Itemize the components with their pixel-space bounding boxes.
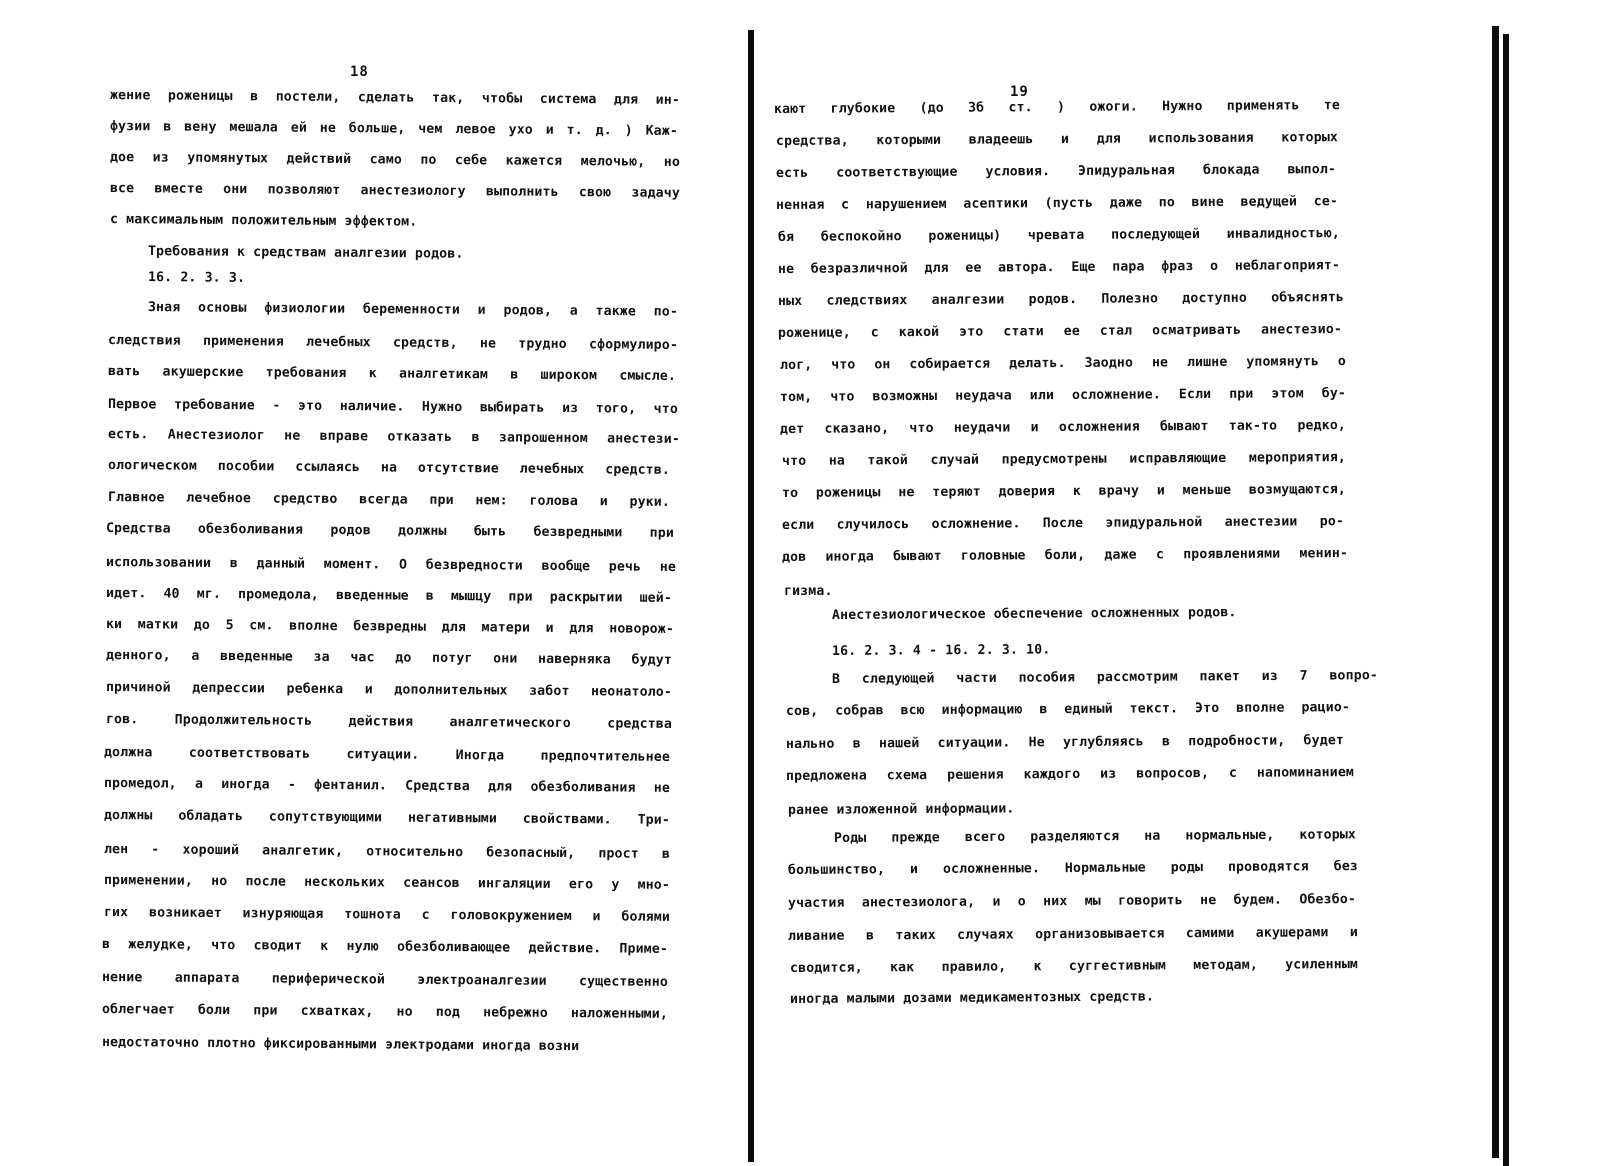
- text-line: то роженицы не теряют доверия к врачу и меньше возмущаются,: [781, 482, 1347, 501]
- text-line: денного, а введенные за час до потуг они наверняка будут: [105, 648, 673, 668]
- text-line: все вместе они позволяют анестезиологу выполнить свою задачу: [109, 181, 681, 201]
- text-line: лог, что он собирается делать. Заодно не лишне упомянуть о: [779, 354, 1347, 373]
- text-line: есть. Анестезиолог не вправе отказать в запрошенном анестези-: [107, 427, 681, 447]
- text-line: с максимальным положительным эффектом.: [109, 212, 418, 230]
- text-line: нение аппарата периферической электроаналгезии существенно: [101, 970, 669, 990]
- text-line: 16. 2. 3. 4 - 16. 2. 3. 10.: [831, 642, 1051, 659]
- page-edge-line: [1492, 26, 1499, 1158]
- text-line: участия анестезиолога, и о них мы говорить не будем. Обезбо-: [787, 892, 1357, 911]
- text-line: есть соответствующие условия. Эпидуральная блокада выпол-: [775, 162, 1337, 181]
- text-line: дет сказано, что неудачи и осложнения бывают так-то редко,: [779, 418, 1347, 437]
- text-line: Средства обезболивания родов должны быть безвредными при: [105, 521, 675, 541]
- text-line: применении, но после нескольких сеансов ингаляции его у мно-: [103, 873, 671, 893]
- text-line: гих возникает изнуряющая тошнота с головокружением и болями: [103, 905, 671, 925]
- text-line: ных следствиях аналгезии родов. Полезно доступно объяснять: [777, 290, 1345, 309]
- text-line: кают глубокие (до 3б ст. ) ожоги. Нужно применять те: [773, 98, 1341, 117]
- text-line: вать акушерские требования к аналгетикам в широком смысле.: [107, 364, 677, 384]
- page-edge-line: [1503, 34, 1509, 1166]
- text-line: Главное лечебное средство всегда при нем: голова и руки.: [107, 490, 671, 510]
- page-number: 18: [350, 64, 369, 80]
- text-line: недостаточно плотно фиксированными электродами иногда возни: [101, 1035, 580, 1055]
- text-line: причиной депрессии ребенка и дополнительных забот неонатоло-: [105, 680, 673, 700]
- text-line: что на такой случай предусмотрены исправляющие мероприятия,: [781, 450, 1347, 469]
- text-line: ки матки до 5 см. вполне безвредны для матери и для новорож-: [105, 617, 675, 637]
- text-line: Зная основы физиологии беременности и родов, а также по-: [147, 300, 679, 320]
- text-line: том, что возможны неудача или осложнение. Если при этом бу-: [779, 386, 1347, 405]
- text-line: 16. 2. 3. 3.: [147, 270, 246, 286]
- text-line: использовании в данный момент. О безвредности вообще речь не: [105, 555, 677, 575]
- text-line: иногда малыми дозами медикаментозных средств.: [789, 989, 1155, 1007]
- text-line: Анестезиологическое обеспечение осложненных родов.: [831, 605, 1237, 623]
- text-line: промедол, а иногда - фентанил. Средства для обезболивания не: [103, 776, 671, 796]
- text-line: облегчает боли при схватках, но под небрежно наложенными,: [101, 1002, 669, 1022]
- text-line: ненная с нарушением асептики (пусть даже по вине ведущей се-: [775, 194, 1339, 213]
- text-line: в желудке, что сводит к нулю обезболивающее действие. Приме-: [101, 937, 669, 957]
- text-line: Первое требование - это наличие. Нужно выбирать из того, что: [107, 397, 679, 417]
- text-line: Требования к средствам аналгезии родов.: [147, 244, 464, 262]
- text-line: лен - хороший аналгетик, относительно безопасный, прост в: [103, 842, 671, 862]
- text-line: Роды прежде всего разделяются на нормальные, которых: [833, 827, 1357, 846]
- text-line: гов. Продолжительность действия аналгетического средства: [105, 712, 673, 732]
- page-number: 19: [1010, 84, 1029, 100]
- text-line: роженице, с какой это стати ее стал осматривать анестезио-: [777, 322, 1343, 341]
- text-line: нально в нашей ситуации. Не углубляясь в подробности, будет: [785, 733, 1345, 752]
- text-line: В следующей части пособия рассмотрим пакет из 7 вопро-: [831, 668, 1379, 687]
- text-line: дов иногда бывают головные боли, даже с проявлениями менин-: [781, 546, 1349, 565]
- text-line: если случилось осложнение. После эпидуральной анестезии ро-: [781, 514, 1345, 533]
- text-line: жение роженицы в постели, сделать так, чтобы система для ин-: [109, 88, 681, 108]
- text-line: средства, которыми владеешь и для использования которых: [775, 130, 1339, 149]
- text-line: следствия применения лечебных средств, не трудно сформулиро-: [107, 333, 679, 353]
- text-line: должны обладать сопутствующими негативными свойствами. Три-: [103, 808, 671, 828]
- text-line: дое из упомянутых действий само по себе кажется мелочью, но: [109, 150, 681, 170]
- text-line: не безразличной для ее автора. Еще пара фраз о неблагоприят-: [777, 258, 1341, 277]
- text-line: гизма.: [784, 584, 833, 599]
- text-line: сводится, как правило, к суггестивным методам, усиленным: [789, 957, 1359, 976]
- text-line: ранее изложенной информации.: [787, 801, 1015, 818]
- text-line: предложена схема решения каждого из вопросов, с напоминанием: [785, 765, 1355, 784]
- text-line: фузии в вену мешала ей не больше, чем левое ухо и т. д. ) Каж-: [109, 119, 679, 139]
- text-line: сов, собрав всю информацию в единый текст. Это вполне рацио-: [785, 700, 1351, 719]
- page-gutter-line: [748, 30, 754, 1162]
- text-line: большинство, и осложненные. Нормальные роды проводятся без: [787, 859, 1359, 878]
- text-line: должна соответствовать ситуации. Иногда предпочтительнее: [103, 745, 671, 765]
- text-line: ливание в таких случаях организовывается самими акушерами и: [787, 925, 1359, 944]
- text-line: ологическом пособии ссылаясь на отсутствие лечебных средств.: [107, 458, 671, 478]
- text-line: бя беспокойно роженицы) чревата последующей инвалидностью,: [777, 226, 1341, 245]
- text-line: идет. 40 мг. промедола, введенные в мышцу при раскрытии шей-: [105, 586, 673, 606]
